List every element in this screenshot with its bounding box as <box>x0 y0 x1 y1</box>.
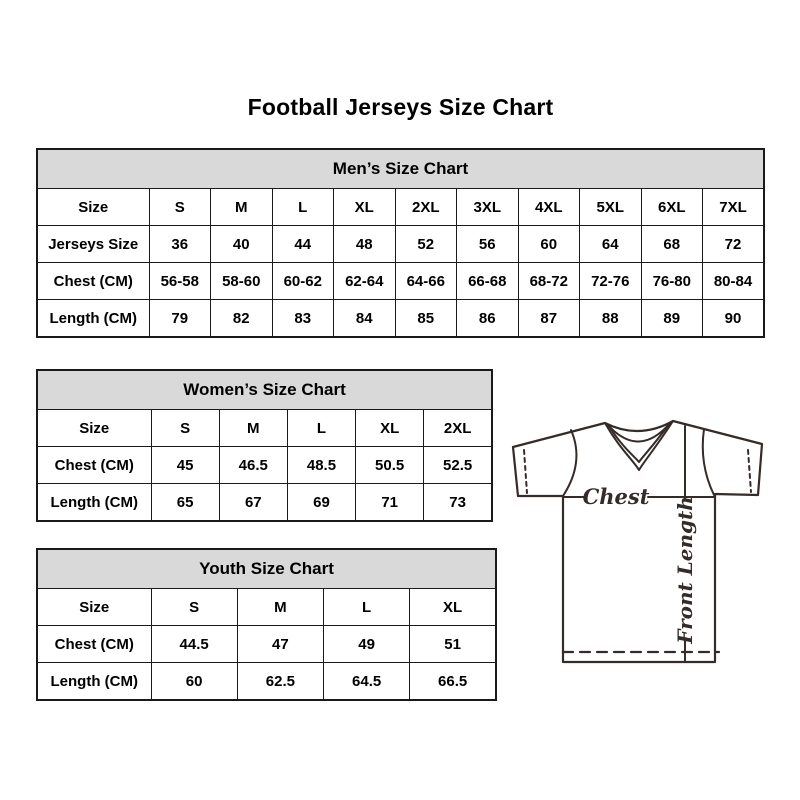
table-cell: 44.5 <box>151 626 237 663</box>
table-row <box>37 300 764 338</box>
mens-table-section-title: Men’s Size Chart <box>37 149 764 189</box>
table-cell: 62.5 <box>237 663 323 701</box>
table-cell: M <box>219 410 287 447</box>
table-cell: 67 <box>219 484 287 522</box>
table-cell: XL <box>334 189 396 226</box>
table-cell: 6XL <box>641 189 703 226</box>
table-cell: S <box>151 410 219 447</box>
youth-size-chart-table <box>36 548 497 701</box>
table-cell: 71 <box>356 484 424 522</box>
table-cell: 50.5 <box>356 447 424 484</box>
table-cell: 85 <box>395 300 457 338</box>
table-cell: 65 <box>151 484 219 522</box>
table-cell: 7XL <box>703 189 765 226</box>
table-cell: 51 <box>410 626 496 663</box>
table-cell: 84 <box>334 300 396 338</box>
table-cell: M <box>211 189 273 226</box>
table-row <box>37 410 492 447</box>
jersey-outline <box>513 421 762 662</box>
table-cell: XL <box>410 589 496 626</box>
row-header: Length (CM) <box>37 484 151 522</box>
table-cell: 64.5 <box>324 663 410 701</box>
row-header: Length (CM) <box>37 663 151 701</box>
youth-table-section-title: Youth Size Chart <box>37 549 496 589</box>
row-header: Chest (CM) <box>37 447 151 484</box>
table-cell: 87 <box>518 300 580 338</box>
table-cell: 52.5 <box>424 447 492 484</box>
table-cell: 64 <box>580 226 642 263</box>
table-row <box>37 589 496 626</box>
table-cell: 79 <box>149 300 211 338</box>
womens-table-section-title: Women’s Size Chart <box>37 370 492 410</box>
table-cell: 5XL <box>580 189 642 226</box>
table-cell: 52 <box>395 226 457 263</box>
table-cell: 66.5 <box>410 663 496 701</box>
womens-size-chart-table <box>36 369 493 522</box>
mens-size-chart-table <box>36 148 765 338</box>
table-cell: 60 <box>151 663 237 701</box>
table-cell: 60-62 <box>272 263 334 300</box>
table-cell: 80-84 <box>703 263 765 300</box>
table-cell: 72 <box>703 226 765 263</box>
front-length-label: Front Length <box>673 496 697 644</box>
table-cell: 36 <box>149 226 211 263</box>
page-title: Football Jerseys Size Chart <box>247 94 554 120</box>
table-cell: L <box>272 189 334 226</box>
table-cell: S <box>149 189 211 226</box>
table-row <box>37 263 764 300</box>
table-cell: 44 <box>272 226 334 263</box>
table-cell: 56-58 <box>149 263 211 300</box>
table-cell: 64-66 <box>395 263 457 300</box>
table-cell: 49 <box>324 626 410 663</box>
table-cell: 68-72 <box>518 263 580 300</box>
table-cell: 86 <box>457 300 519 338</box>
table-cell: 56 <box>457 226 519 263</box>
table-cell: 3XL <box>457 189 519 226</box>
table-cell: 40 <box>211 226 273 263</box>
row-header: Chest (CM) <box>37 263 149 300</box>
table-cell: 2XL <box>395 189 457 226</box>
table-cell: 48 <box>334 226 396 263</box>
row-header: Chest (CM) <box>37 626 151 663</box>
table-cell: 48.5 <box>287 447 355 484</box>
table-cell: M <box>237 589 323 626</box>
row-header: Jerseys Size <box>37 226 149 263</box>
table-cell: 2XL <box>424 410 492 447</box>
table-cell: L <box>287 410 355 447</box>
table-row <box>37 226 764 263</box>
table-row <box>37 626 496 663</box>
chest-label: Chest <box>582 484 650 509</box>
jersey-measurement-diagram <box>505 400 777 676</box>
row-header: Size <box>37 189 149 226</box>
table-row <box>37 189 764 226</box>
table-cell: 46.5 <box>219 447 287 484</box>
table-cell: 58-60 <box>211 263 273 300</box>
table-cell: 83 <box>272 300 334 338</box>
row-header: Length (CM) <box>37 300 149 338</box>
table-cell: 88 <box>580 300 642 338</box>
table-cell: L <box>324 589 410 626</box>
table-cell: 60 <box>518 226 580 263</box>
table-row <box>37 663 496 701</box>
table-cell: 66-68 <box>457 263 519 300</box>
table-cell: S <box>151 589 237 626</box>
table-cell: 4XL <box>518 189 580 226</box>
table-row <box>37 484 492 522</box>
table-cell: 62-64 <box>334 263 396 300</box>
table-cell: 68 <box>641 226 703 263</box>
table-cell: 82 <box>211 300 273 338</box>
table-row <box>37 447 492 484</box>
table-cell: 47 <box>237 626 323 663</box>
row-header: Size <box>37 589 151 626</box>
table-cell: 89 <box>641 300 703 338</box>
table-cell: 45 <box>151 447 219 484</box>
table-cell: 90 <box>703 300 765 338</box>
table-cell: 69 <box>287 484 355 522</box>
row-header: Size <box>37 410 151 447</box>
table-cell: 76-80 <box>641 263 703 300</box>
table-cell: 72-76 <box>580 263 642 300</box>
table-cell: XL <box>356 410 424 447</box>
table-cell: 73 <box>424 484 492 522</box>
